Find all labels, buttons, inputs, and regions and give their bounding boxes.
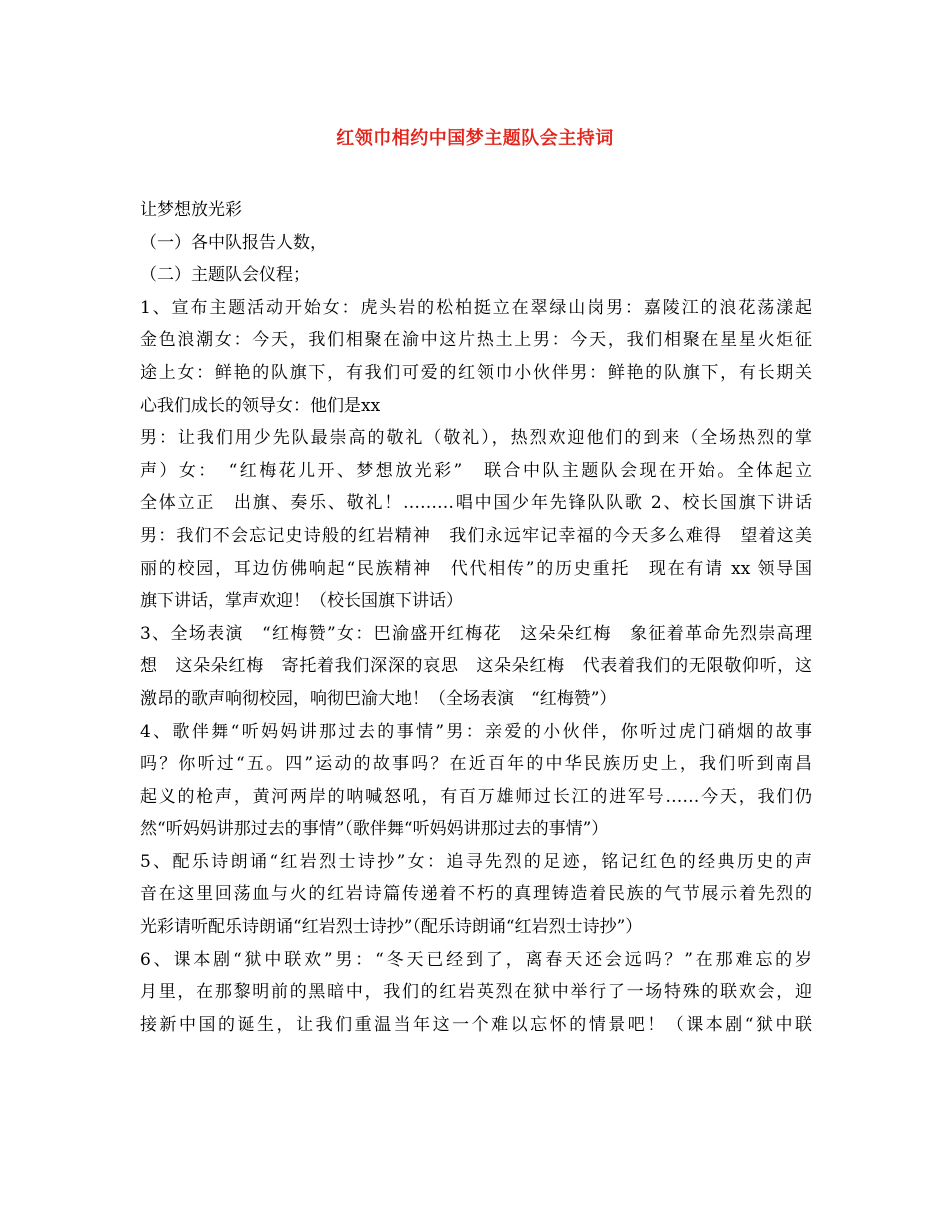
body-line: 6、课本剧“狱中联欢”男：“冬天已经到了，离春天还会远吗？”在那难忘的岁 <box>140 949 812 970</box>
body-line: 心我们成长的领导女：他们是xx <box>140 395 381 416</box>
body-line: 月里，在那黎明前的黑暗中，我们的红岩英烈在狱中举行了一场特殊的联欢会，迎 <box>140 982 812 1003</box>
document-title: 红领巾相约中国梦主题队会主持词 <box>336 128 614 149</box>
body-line: 吗？你听过“五。四”运动的故事吗？在近百年的中华民族历史上，我们听到南昌 <box>140 754 812 775</box>
body-line: 起义的枪声，黄河两岸的呐喊怒吼，有百万雄师过长江的进军号……今天，我们仍 <box>140 786 812 807</box>
document-body <box>140 194 812 1041</box>
body-line: 3、全场表演 “红梅赞”女：巴渝盛开红梅花 这朵朵红梅 象征着革命先烈崇高理 <box>140 623 812 644</box>
body-line: 音在这里回荡血与火的红岩诗篇传递着不朽的真理铸造着民族的气节展示着先烈的 <box>140 884 812 905</box>
body-line: 男：我们不会忘记史诗般的红岩精神 我们永远牢记幸福的今天多么难得 望着这美 <box>140 525 812 546</box>
body-line: 旗下讲话，掌声欢迎！（校长国旗下讲话） <box>140 591 463 612</box>
body-line: 接新中国的诞生，让我们重温当年这一个难以忘怀的情景吧！（课本剧“狱中联 <box>140 1014 812 1035</box>
body-line: 光彩请听配乐诗朗诵“红岩烈士诗抄”（配乐诗朗诵“红岩烈士诗抄”） <box>140 917 643 938</box>
body-line: 全体立正 出旗、奏乐、敬礼！………唱中国少年先锋队队歌 2、校长国旗下讲话 <box>140 493 812 514</box>
body-line: （二）主题队会仪程； <box>140 265 310 286</box>
body-line: 途上女：鲜艳的队旗下，有我们可爱的红领巾小伙伴男：鲜艳的队旗下，有长期关 <box>140 362 812 383</box>
body-line: 想 这朵朵红梅 寄托着我们深深的哀思 这朵朵红梅 代表着我们的无限敬仰听，这 <box>140 656 812 677</box>
body-line: 然“听妈妈讲那过去的事情”（歌伴舞“听妈妈讲那过去的事情”） <box>140 819 609 840</box>
body-line: 激昂的歌声响彻校园，响彻巴渝大地！（全场表演 “红梅赞”） <box>140 688 617 709</box>
body-line: 让梦想放光彩 <box>140 200 242 220</box>
body-line: 4、歌伴舞“听妈妈讲那过去的事情”男：亲爱的小伙伴，你听过虎门硝烟的故事 <box>140 721 812 742</box>
body-line: （一）各中队报告人数， <box>140 232 327 253</box>
body-line: 男：让我们用少先队最崇高的敬礼（敬礼），热烈欢迎他们的到来（全场热烈的掌 <box>140 428 812 449</box>
body-line: 5、配乐诗朗诵“红岩烈士诗抄”女：追寻先烈的足迹，铭记红色的经典历史的声 <box>140 851 812 872</box>
body-line: 1、宣布主题活动开始女：虎头岩的松柏挺立在翠绿山岗男：嘉陵江的浪花荡漾起 <box>140 297 812 318</box>
body-line: 声）女： “红梅花儿开、梦想放光彩” 联合中队主题队会现在开始。全体起立 <box>140 460 812 481</box>
body-line: 金色浪潮女：今天，我们相聚在渝中这片热土上男：今天，我们相聚在星星火炬征 <box>140 330 812 351</box>
body-line: 丽的校园，耳边仿佛响起“民族精神 代代相传”的历史重托 现在有请 xx 领导国 <box>140 558 812 579</box>
